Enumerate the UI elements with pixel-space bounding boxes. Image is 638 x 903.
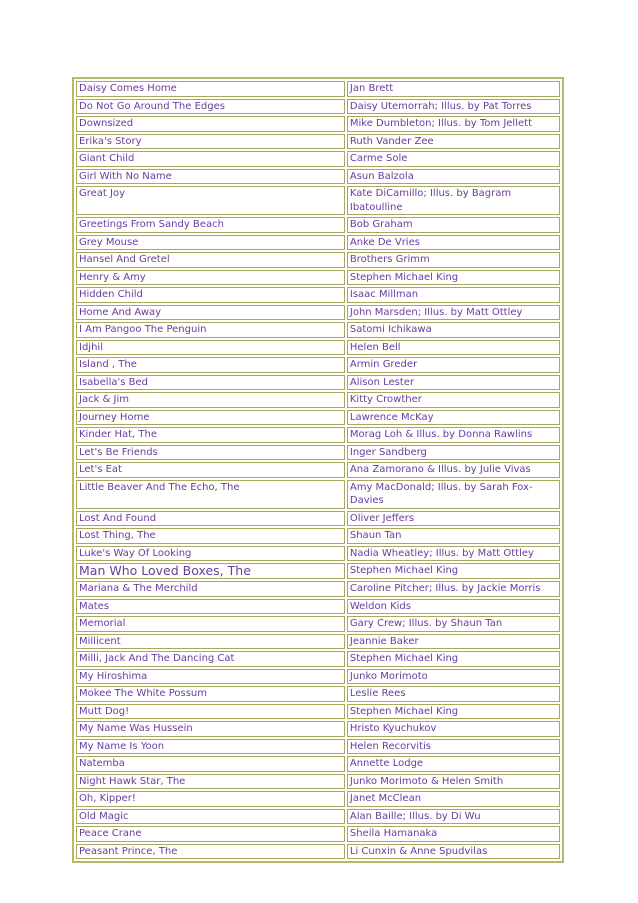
- book-author-cell: Stephen Michael King: [347, 704, 560, 720]
- book-title-cell: Hansel And Gretel: [76, 252, 345, 268]
- book-author-cell: Brothers Grimm: [347, 252, 560, 268]
- book-title-cell: Peace Crane: [76, 826, 345, 842]
- book-title-cell: Lost Thing, The: [76, 528, 345, 544]
- table-row: [76, 427, 560, 443]
- table-row: [76, 756, 560, 772]
- book-author-cell: Satomi Ichikawa: [347, 322, 560, 338]
- book-title-cell: Home And Away: [76, 305, 345, 321]
- book-table: [72, 77, 564, 863]
- book-author-cell: Inger Sandberg: [347, 445, 560, 461]
- table-row: [76, 340, 560, 356]
- table-row: [76, 528, 560, 544]
- table-row: [76, 581, 560, 597]
- book-title-cell: Grey Mouse: [76, 235, 345, 251]
- book-author-cell: Gary Crew; Illus. by Shaun Tan: [347, 616, 560, 632]
- book-author-cell: Isaac Millman: [347, 287, 560, 303]
- table-row: [76, 546, 560, 562]
- book-title-cell: Jack & Jim: [76, 392, 345, 408]
- table-row: [76, 704, 560, 720]
- table-row: [76, 217, 560, 233]
- book-title-cell: Lost And Found: [76, 511, 345, 527]
- table-row: [76, 686, 560, 702]
- table-row: [76, 616, 560, 632]
- book-author-cell: Asun Balzola: [347, 169, 560, 185]
- book-title-cell: Hidden Child: [76, 287, 345, 303]
- table-row: [76, 305, 560, 321]
- book-author-cell: Ruth Vander Zee: [347, 134, 560, 150]
- book-author-cell: Sheila Hamanaka: [347, 826, 560, 842]
- table-row: [76, 322, 560, 338]
- table-row: [76, 116, 560, 132]
- book-author-cell: Daisy Utemorrah; Illus. by Pat Torres: [347, 99, 560, 115]
- book-author-cell: Kate DiCamillo; Illus. by Bagram Ibatoulline: [347, 186, 560, 215]
- book-author-cell: Mike Dumbleton; Illus. by Tom Jellett: [347, 116, 560, 132]
- book-title-cell: Mariana & The Merchild: [76, 581, 345, 597]
- book-title-cell: Luke's Way Of Looking: [76, 546, 345, 562]
- book-author-cell: Stephen Michael King: [347, 270, 560, 286]
- book-author-cell: Caroline Pitcher; Illus. by Jackie Morris: [347, 581, 560, 597]
- book-author-cell: Weldon Kids: [347, 599, 560, 615]
- book-author-cell: Alison Lester: [347, 375, 560, 391]
- book-author-cell: Shaun Tan: [347, 528, 560, 544]
- table-row: [76, 599, 560, 615]
- book-title-cell: My Name Is Yoon: [76, 739, 345, 755]
- table-row: [76, 791, 560, 807]
- book-title-cell: Idjhil: [76, 340, 345, 356]
- book-title-cell: Oh, Kipper!: [76, 791, 345, 807]
- book-title-cell: I Am Pangoo The Penguin: [76, 322, 345, 338]
- table-row: [76, 375, 560, 391]
- book-title-cell: Downsized: [76, 116, 345, 132]
- book-author-cell: Alan Baille; Illus. by Di Wu: [347, 809, 560, 825]
- table-row: [76, 134, 560, 150]
- book-title-cell: Natemba: [76, 756, 345, 772]
- book-title-cell: Journey Home: [76, 410, 345, 426]
- book-author-cell: Junko Morimoto: [347, 669, 560, 685]
- book-author-cell: Carme Sole: [347, 151, 560, 167]
- table-row: [76, 634, 560, 650]
- table-row: [76, 445, 560, 461]
- book-title-cell: Girl With No Name: [76, 169, 345, 185]
- book-title-cell: Millicent: [76, 634, 345, 650]
- book-title-cell: Giant Child: [76, 151, 345, 167]
- book-author-cell: Janet McClean: [347, 791, 560, 807]
- book-title-cell: Isabella's Bed: [76, 375, 345, 391]
- table-row: [76, 186, 560, 215]
- book-author-cell: Helen Bell: [347, 340, 560, 356]
- book-author-cell: Bob Graham: [347, 217, 560, 233]
- book-author-cell: Li Cunxin & Anne Spudvilas: [347, 844, 560, 860]
- book-title-cell: Henry & Amy: [76, 270, 345, 286]
- book-title-cell: Old Magic: [76, 809, 345, 825]
- book-title-cell: Great Joy: [76, 186, 345, 215]
- book-author-cell: Ana Zamorano & Illus. by Julie Vivas: [347, 462, 560, 478]
- book-title-cell: Kinder Hat, The: [76, 427, 345, 443]
- book-author-cell: Junko Morimoto & Helen Smith: [347, 774, 560, 790]
- book-author-cell: John Marsden; Illus. by Matt Ottley: [347, 305, 560, 321]
- table-row: [76, 270, 560, 286]
- table-row: [76, 844, 560, 860]
- table-row: [76, 151, 560, 167]
- book-title-cell: Daisy Comes Home: [76, 81, 345, 97]
- book-title-cell: Do Not Go Around The Edges: [76, 99, 345, 115]
- book-title-cell: Man Who Loved Boxes, The: [76, 563, 345, 579]
- book-author-cell: Anke De Vries: [347, 235, 560, 251]
- book-title-cell: Let's Be Friends: [76, 445, 345, 461]
- table-row: [76, 826, 560, 842]
- book-title-cell: My Name Was Hussein: [76, 721, 345, 737]
- book-author-cell: Armin Greder: [347, 357, 560, 373]
- table-row: [76, 563, 560, 579]
- book-title-cell: Memorial: [76, 616, 345, 632]
- table-row: [76, 410, 560, 426]
- book-title-cell: Let's Eat: [76, 462, 345, 478]
- table-row: [76, 809, 560, 825]
- book-author-cell: Hristo Kyuchukov: [347, 721, 560, 737]
- table-row: [76, 169, 560, 185]
- book-author-cell: Leslie Rees: [347, 686, 560, 702]
- table-row: [76, 252, 560, 268]
- book-author-cell: Morag Loh & Illus. by Donna Rawlins: [347, 427, 560, 443]
- table-row: [76, 721, 560, 737]
- book-author-cell: Oliver Jeffers: [347, 511, 560, 527]
- book-title-cell: Island , The: [76, 357, 345, 373]
- book-title-cell: Greetings From Sandy Beach: [76, 217, 345, 233]
- book-author-cell: Stephen Michael King: [347, 651, 560, 667]
- table-row: [76, 774, 560, 790]
- book-author-cell: Jan Brett: [347, 81, 560, 97]
- table-row: [76, 287, 560, 303]
- table-row: [76, 392, 560, 408]
- book-title-cell: Mokee The White Possum: [76, 686, 345, 702]
- table-row: [76, 480, 560, 509]
- book-title-cell: Mates: [76, 599, 345, 615]
- book-title-cell: Mutt Dog!: [76, 704, 345, 720]
- book-author-cell: Amy MacDonald; Illus. by Sarah Fox-Davies: [347, 480, 560, 509]
- book-author-cell: Kitty Crowther: [347, 392, 560, 408]
- book-author-cell: Stephen Michael King: [347, 563, 560, 579]
- book-title-cell: Night Hawk Star, The: [76, 774, 345, 790]
- table-row: [76, 651, 560, 667]
- table-row: [76, 739, 560, 755]
- book-title-cell: Milli, Jack And The Dancing Cat: [76, 651, 345, 667]
- table-row: [76, 99, 560, 115]
- book-author-cell: Annette Lodge: [347, 756, 560, 772]
- book-title-cell: Little Beaver And The Echo, The: [76, 480, 345, 509]
- table-row: [76, 357, 560, 373]
- table-row: [76, 669, 560, 685]
- table-row: [76, 511, 560, 527]
- book-title-cell: Erika's Story: [76, 134, 345, 150]
- book-title-cell: Peasant Prince, The: [76, 844, 345, 860]
- book-author-cell: Lawrence McKay: [347, 410, 560, 426]
- table-row: [76, 235, 560, 251]
- table-row: [76, 81, 560, 97]
- book-title-cell: My Hiroshima: [76, 669, 345, 685]
- book-author-cell: Nadia Wheatley; Illus. by Matt Ottley: [347, 546, 560, 562]
- table-row: [76, 462, 560, 478]
- book-author-cell: Jeannie Baker: [347, 634, 560, 650]
- book-author-cell: Helen Recorvitis: [347, 739, 560, 755]
